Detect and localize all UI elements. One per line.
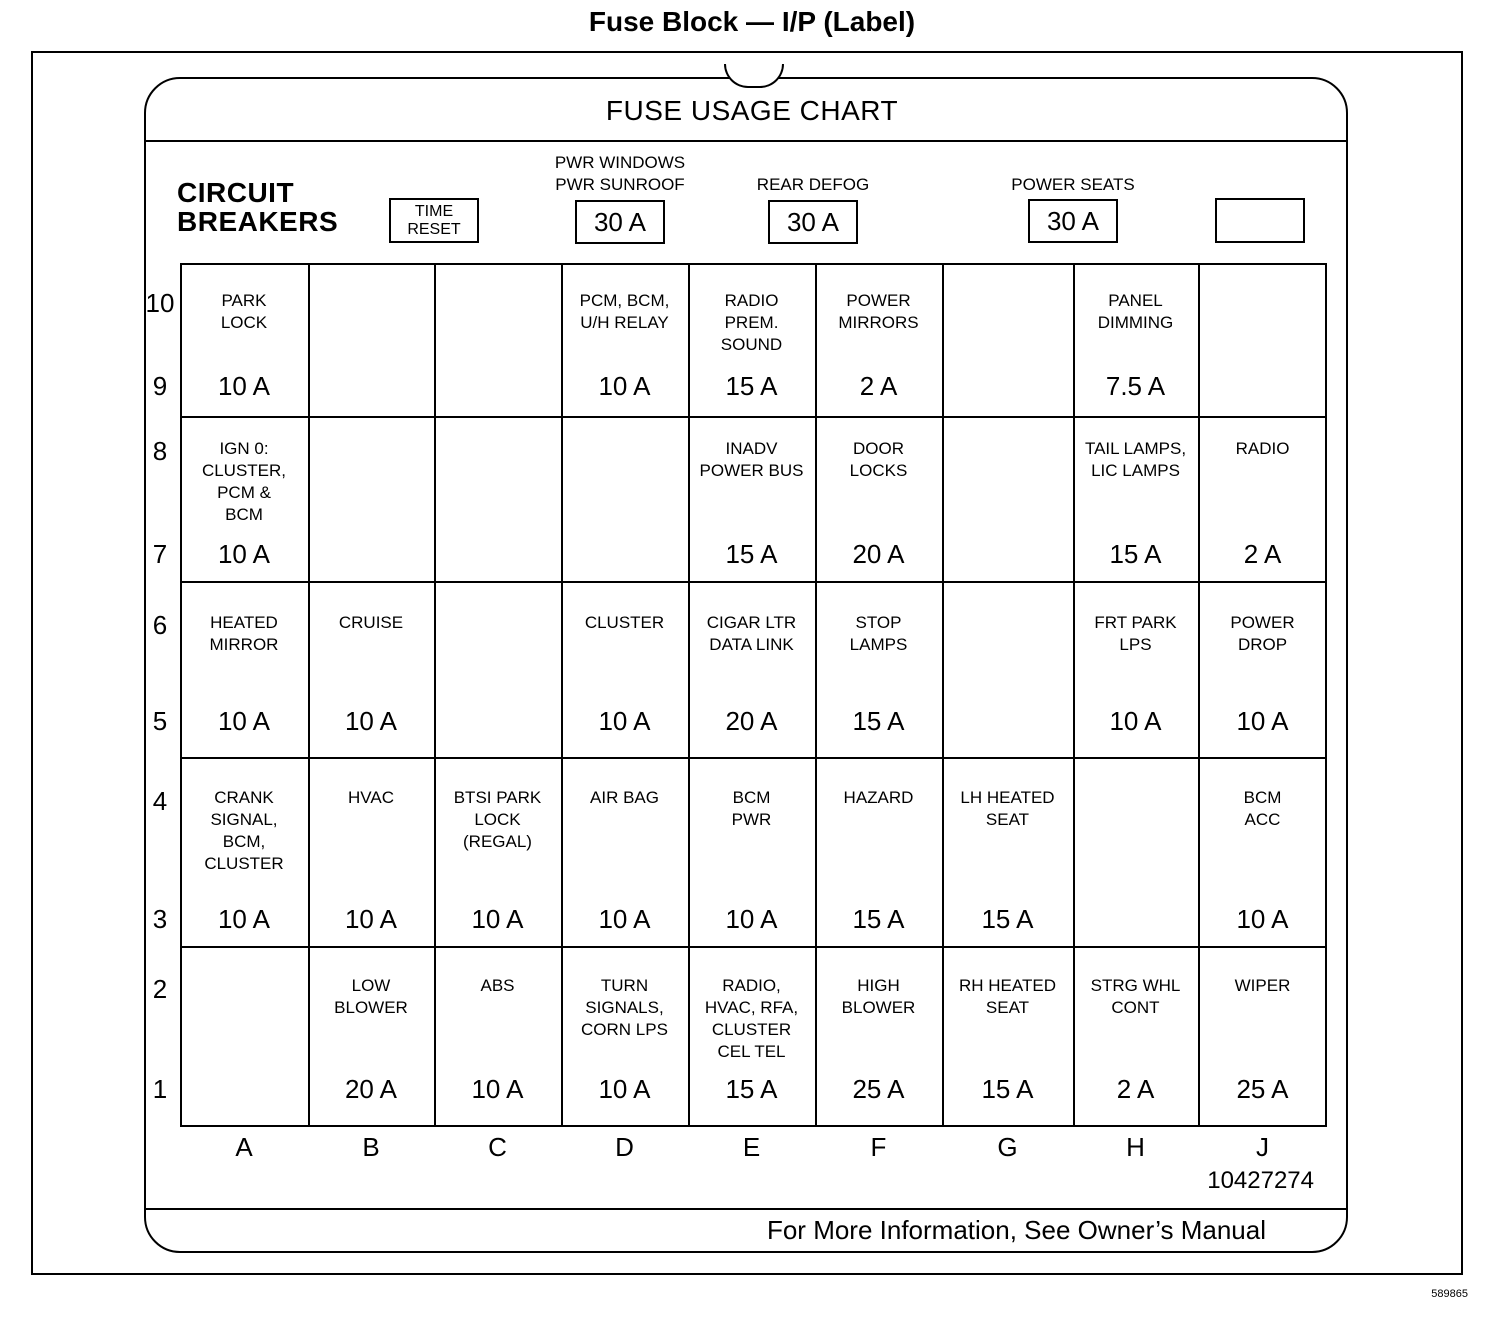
fuse-amp-rating: 10 A	[725, 904, 778, 934]
fuse-amp-rating: 10 A	[471, 1074, 524, 1104]
fuse-circuit-label	[561, 787, 688, 809]
row-number: 4	[152, 786, 168, 816]
column-letter: G	[997, 1132, 1018, 1162]
fuse-circuit-label-line: MIRRORS	[838, 313, 919, 332]
grid-column-divider	[1198, 263, 1200, 1127]
fuse-amp-rating: 10 A	[344, 904, 398, 934]
fuse-circuit-label-line: CONT	[1111, 998, 1160, 1017]
fuse-circuit-label	[688, 290, 815, 356]
fuse-circuit-label-line: CLUSTER,	[201, 461, 287, 480]
fuse-amp-rating: 10 A	[598, 904, 651, 934]
row-number: 6	[152, 610, 168, 640]
fuse-circuit-label-line: ACC	[1244, 810, 1281, 829]
circuit-breaker-rating: 30 A	[1028, 199, 1118, 243]
circuit-breaker-rating: 30 A	[768, 200, 858, 244]
grid-row-divider	[180, 946, 1327, 948]
fuse-circuit-label	[1073, 438, 1198, 482]
fuse-circuit-label-line: PREM.	[724, 313, 779, 332]
fuse-circuit-label	[815, 975, 942, 1019]
fuse-circuit-label	[942, 787, 1073, 831]
circuit-breakers-heading-line: CIRCUIT	[177, 177, 295, 208]
fuse-amp-rating: 20 A	[344, 1074, 398, 1104]
figure-id: 589865	[1431, 1288, 1468, 1300]
fuse-circuit-label-line: SIGNAL,	[210, 810, 278, 829]
fuse-circuit-label	[308, 975, 434, 1019]
fuse-amp-rating: 10 A	[598, 371, 651, 401]
row-number: 8	[152, 436, 168, 466]
row-number: 7	[152, 539, 168, 569]
fuse-circuit-label-line: BCM,	[222, 832, 266, 851]
fuse-circuit-label-line: CEL TEL	[717, 1042, 786, 1061]
grid-row-divider	[180, 757, 1327, 759]
fuse-circuit-label-line: HVAC	[348, 788, 394, 807]
fuse-amp-rating: 7.5 A	[1105, 371, 1166, 401]
fuse-circuit-label	[688, 975, 815, 1063]
fuse-circuit-label	[815, 438, 942, 482]
fuse-circuit-label	[688, 438, 815, 482]
fuse-circuit-label-line: SEAT	[985, 998, 1030, 1017]
circuit-breaker-rating: 30 A	[575, 200, 665, 244]
fuse-circuit-label-line: HVAC, RFA,	[704, 998, 799, 1017]
fuse-circuit-label-line: LOCKS	[849, 461, 908, 480]
fuse-circuit-label-line: CLUSTER	[204, 854, 284, 873]
circuit-breaker-caption-line: REAR DEFOG	[756, 175, 870, 194]
fuse-amp-rating: 15 A	[725, 1074, 778, 1104]
fuse-circuit-label-line: AIR BAG	[590, 788, 659, 807]
fuse-circuit-label	[180, 612, 308, 656]
grid-row-divider	[180, 416, 1327, 418]
fuse-circuit-label	[1073, 975, 1198, 1019]
fuse-circuit-label	[561, 290, 688, 334]
header-divider	[144, 140, 1348, 142]
fuse-circuit-label-line: HAZARD	[843, 788, 914, 807]
column-letter: A	[235, 1132, 253, 1162]
fuse-circuit-label	[1073, 290, 1198, 334]
column-letter: C	[488, 1132, 507, 1162]
fuse-circuit-label-line: CRANK	[214, 788, 274, 807]
fuse-circuit-label-line: TURN	[600, 976, 649, 995]
circuit-breaker-caption-line: POWER SEATS	[1011, 175, 1135, 194]
fuse-circuit-label-line: PWR	[731, 810, 772, 829]
fuse-amp-rating: 20 A	[725, 706, 778, 736]
fuse-circuit-label-line: PCM &	[217, 483, 271, 502]
fuse-amp-rating: 10 A	[217, 904, 271, 934]
fuse-circuit-label-line: HIGH	[857, 976, 900, 995]
fuse-amp-rating: 25 A	[852, 1074, 905, 1104]
column-letter: J	[1256, 1132, 1269, 1162]
fuse-circuit-label-line: LOCK	[220, 313, 268, 332]
fuse-circuit-label	[180, 787, 308, 875]
fuse-circuit-label	[434, 975, 561, 997]
fuse-circuit-label-line: SEAT	[985, 810, 1030, 829]
fuse-amp-rating: 10 A	[344, 706, 398, 736]
fuse-amp-rating: 15 A	[725, 371, 778, 401]
fuse-circuit-label-line: MIRROR	[209, 635, 279, 654]
fuse-circuit-label-line: LOCK	[474, 810, 521, 829]
fuse-circuit-label-line: SOUND	[720, 335, 783, 354]
footer-divider	[144, 1208, 1348, 1210]
fuse-circuit-label	[180, 290, 308, 334]
fuse-amp-rating: 10 A	[217, 706, 271, 736]
fuse-amp-rating: 15 A	[852, 706, 905, 736]
fuse-circuit-label	[308, 787, 434, 809]
fuse-circuit-label-line: CLUSTER	[711, 1020, 792, 1039]
column-letter: E	[742, 1132, 761, 1162]
fuse-circuit-label-line: RADIO	[1235, 439, 1290, 458]
fuse-amp-rating: 15 A	[725, 539, 778, 569]
fuse-circuit-label	[1198, 612, 1327, 656]
fuse-circuit-label-line: BCM	[225, 505, 263, 524]
fuse-circuit-label	[561, 612, 688, 634]
fuse-circuit-label	[942, 975, 1073, 1019]
fuse-circuit-label-line: BCM	[732, 788, 771, 807]
fuse-amp-rating: 25 A	[1236, 1074, 1289, 1104]
fuse-circuit-label-line: DOOR	[853, 439, 904, 458]
fuse-amp-rating: 15 A	[1109, 539, 1162, 569]
fuse-circuit-label	[815, 787, 942, 809]
fuse-circuit-label-line: CRUISE	[338, 613, 404, 632]
circuit-breaker-caption-line: PWR WINDOWS	[554, 153, 686, 172]
fuse-circuit-label-line: BTSI PARK	[453, 788, 542, 807]
fuse-amp-rating: 10 A	[1236, 706, 1289, 736]
fuse-circuit-label	[1073, 612, 1198, 656]
fuse-amp-rating: 10 A	[471, 904, 524, 934]
fuse-circuit-label-line: CIGAR LTR	[706, 613, 797, 632]
circuit-breakers-heading-line: BREAKERS	[177, 206, 339, 237]
fuse-circuit-label-line: LOW	[351, 976, 391, 995]
fuse-circuit-label-line: POWER	[1230, 613, 1295, 632]
fuse-circuit-label	[1198, 438, 1327, 460]
fuse-circuit-label-line: PCM, BCM,	[579, 291, 670, 310]
column-letter: B	[362, 1132, 380, 1162]
column-letter: F	[870, 1132, 887, 1162]
fuse-circuit-label	[688, 787, 815, 831]
fuse-circuit-label-line: BCM	[1243, 788, 1282, 807]
fuse-circuit-label-line: RADIO	[724, 291, 779, 310]
column-letter: H	[1126, 1132, 1145, 1162]
fuse-circuit-label-line: DATA LINK	[709, 635, 794, 654]
fuse-circuit-label-line: CLUSTER	[584, 613, 665, 632]
fuse-amp-rating: 15 A	[981, 1074, 1034, 1104]
fuse-circuit-label-line: WIPER	[1234, 976, 1291, 995]
fuse-amp-rating: 10 A	[1109, 706, 1162, 736]
fuse-circuit-label-line: POWER	[846, 291, 911, 310]
row-number: 3	[152, 904, 168, 934]
footer-note: For More Information, See Owner’s Manual	[766, 1215, 1266, 1245]
fuse-circuit-label-line: BLOWER	[334, 998, 408, 1017]
grid-row-divider	[180, 581, 1327, 583]
row-number: 10	[145, 288, 175, 318]
chart-title: FUSE USAGE CHART	[605, 95, 899, 126]
fuse-circuit-label-line: STOP	[855, 613, 902, 632]
fuse-circuit-label-line: U/H RELAY	[580, 313, 669, 332]
fuse-amp-rating: 10 A	[598, 706, 651, 736]
fuse-circuit-label-line: HEATED	[210, 613, 278, 632]
column-letter: D	[615, 1132, 634, 1162]
row-number: 9	[152, 371, 168, 401]
fuse-circuit-label-line: LAMPS	[849, 635, 908, 654]
fuse-circuit-label-line: ABS	[480, 976, 515, 995]
time-reset-box	[389, 198, 479, 243]
fuse-circuit-label	[1198, 975, 1327, 997]
fuse-circuit-label	[1198, 787, 1327, 831]
fuse-amp-rating: 15 A	[852, 904, 905, 934]
fuse-amp-rating: 2 A	[1116, 1074, 1155, 1104]
fuse-circuit-label-line: INADV	[725, 439, 778, 458]
part-number: 10427274	[1207, 1167, 1314, 1194]
row-number: 5	[152, 706, 168, 736]
grid-column-divider	[434, 263, 436, 1127]
fuse-amp-rating: 10 A	[1236, 904, 1289, 934]
circuit-breakers-heading	[177, 178, 338, 236]
fuse-circuit-label-line: IGN 0:	[219, 439, 269, 458]
circuit-breaker-caption	[713, 174, 913, 196]
fuse-circuit-label	[688, 612, 815, 656]
fuse-circuit-label-line: TAIL LAMPS,	[1084, 439, 1187, 458]
fuse-circuit-label	[561, 975, 688, 1041]
fuse-circuit-label	[815, 612, 942, 656]
fuse-circuit-label-line: DROP	[1237, 635, 1288, 654]
fuse-amp-rating: 2 A	[1243, 539, 1282, 569]
fuse-circuit-label-line: DIMMING	[1097, 313, 1174, 332]
fuse-circuit-label-line: (REGAL)	[463, 832, 532, 851]
fuse-circuit-label-line: BLOWER	[841, 998, 916, 1017]
circuit-breaker-caption-line: PWR SUNROOF	[555, 175, 685, 194]
circuit-breaker-caption	[973, 174, 1173, 196]
fuse-circuit-label-line: CORN LPS	[581, 1020, 668, 1039]
row-number: 2	[152, 974, 168, 1004]
fuse-circuit-label-line: LPS	[1119, 635, 1152, 654]
circuit-breaker-empty-slot	[1215, 198, 1305, 243]
fuse-circuit-label-line: RADIO,	[722, 976, 781, 995]
fuse-amp-rating: 15 A	[981, 904, 1034, 934]
page-title: Fuse Block — I/P (Label)	[588, 6, 916, 37]
fuse-circuit-label	[308, 612, 434, 634]
time-reset-line: RESET	[407, 221, 461, 238]
fuse-circuit-label	[180, 438, 308, 526]
fuse-amp-rating: 2 A	[859, 371, 898, 401]
fuse-amp-rating: 10 A	[217, 371, 271, 401]
row-number: 1	[152, 1074, 168, 1104]
fuse-circuit-label	[434, 787, 561, 853]
circuit-breaker-caption	[520, 152, 720, 196]
fuse-circuit-label-line: FRT PARK	[1094, 613, 1177, 632]
fuse-circuit-label-line: LIC LAMPS	[1091, 461, 1180, 480]
time-reset-line: TIME	[414, 203, 454, 220]
fuse-amp-rating: 20 A	[852, 539, 905, 569]
fuse-amp-rating: 10 A	[598, 1074, 651, 1104]
fuse-circuit-label-line: STRG WHL	[1090, 976, 1181, 995]
fuse-amp-rating: 10 A	[217, 539, 271, 569]
fuse-circuit-label-line: SIGNALS,	[585, 998, 664, 1017]
fuse-circuit-label-line: POWER BUS	[699, 461, 804, 480]
fuse-circuit-label-line: PARK	[221, 291, 267, 310]
fuse-circuit-label	[815, 290, 942, 334]
fuse-circuit-label-line: RH HEATED	[959, 976, 1056, 995]
fuse-circuit-label-line: PANEL	[1108, 291, 1163, 310]
fuse-circuit-label-line: LH HEATED	[960, 788, 1055, 807]
